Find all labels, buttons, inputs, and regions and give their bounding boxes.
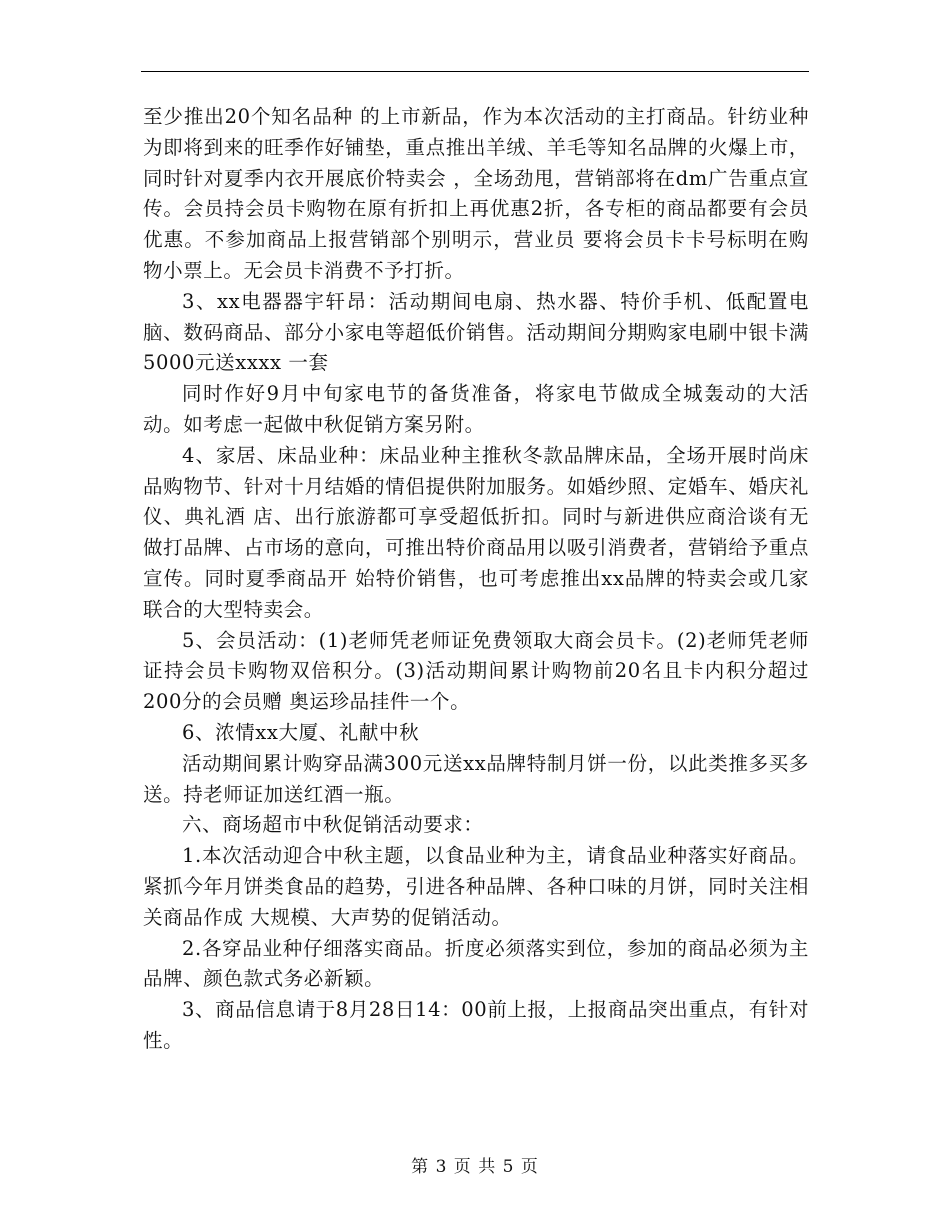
paragraph-requirement-1: 1.本次活动迎合中秋主题，以食品业种为主，请食品业种落实好商品。紧抓今年月饼类食品的趋势，引进各种品牌、各种口味的月饼，同时关注相关商品作成 大规模、大声势的促销活动。 xyxy=(143,844,809,929)
paragraph-item-3: 3、xx电器器宇轩昂：活动期间电扇、热水器、特价手机、低配置电脑、数码商品、部分小家电等超低价销售。活动期间分期购家电刷中银卡满5000元送xxxx 一套 xyxy=(143,289,809,375)
paragraph-appliance-festival: 同时作好9月中旬家电节的备货准备，将家电节做成全城轰动的大活动。如考虑一起做中秋促销方案另附。 xyxy=(143,382,809,436)
paragraph-item-6: 6、浓情xx大厦、礼献中秋 xyxy=(182,720,420,744)
paragraph-item-5: 5、会员活动：(1)老师凭老师证免费领取大商会员卡。(2)老师凭老师证持会员卡购物双倍积分。(3)活动期间累计购物前20名且卡内积分超过200分的会员赠 奥运珍品挂件一个。 xyxy=(143,628,809,714)
document-body xyxy=(143,102,809,1057)
paragraph-requirement-3: 3、商品信息请于8月28日14：00前上报，上报商品突出重点，有针对性。 xyxy=(143,998,809,1052)
section-heading-requirements: 六、商场超市中秋促销活动要求： xyxy=(182,813,484,837)
paragraph-requirement-2: 2.各穿品业种仔细落实商品。折度必须落实到位，参加的商品必须为主品牌、颜色款式务必新颖。 xyxy=(143,936,809,991)
paragraph-continuation: 至少推出20个知名品种 的上市新品，作为本次活动的主打商品。针纺业种为即将到来的旺季作好铺垫，重点推出羊绒、羊毛等知名品牌的火爆上市，同时针对夏季内衣开展底价特卖会 ，全场劲甩，营销部将在dm广告重点宣传。会员持会员卡购物在原有折扣上再优惠2折，各专柜的商品都要有会员优惠。不参加商品上报营销部个别明示，营业员 要将会员卡卡号标明在购物小票上。无会员卡消费不予打折。 xyxy=(143,105,809,282)
page-number-footer: 第 3 页 共 5 页 xyxy=(411,1157,539,1177)
paragraph-item-6-detail: 活动期间累计购穿品满300元送xx品牌特制月饼一份，以此类推多买多送。持老师证加送红酒一瓶。 xyxy=(143,751,809,806)
paragraph-item-4: 4、家居、床品业种：床品业种主推秋冬款品牌床品，全场开展时尚床品购物节、针对十月结婚的情侣提供附加服务。如婚纱照、定婚车、婚庆礼仪、典礼酒 店、出行旅游都可享受超低折扣。同时与新进供应商洽谈有无做打品牌、占市场的意向，可推出特价商品用以吸引消费者，营销给予重点宣传。同时夏季商品开 始特价销售，也可考虑推出xx品牌的特卖会或几家联合的大型特卖会。 xyxy=(143,443,809,621)
header-rule xyxy=(141,71,809,72)
